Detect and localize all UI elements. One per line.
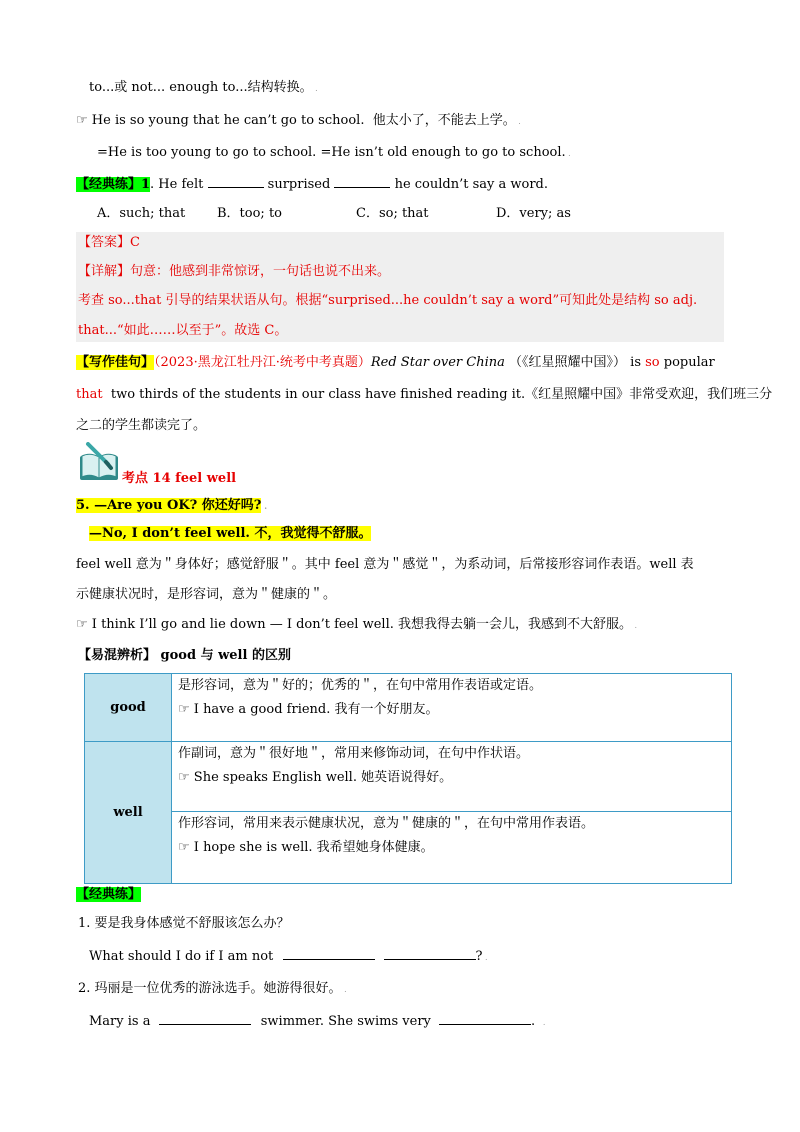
example-sentence-1-alt: =He is too young to go to school. =He isn’t old enough to go to school. . (97, 145, 571, 160)
table-cell: 是形容词，意为＂好的；优秀的＂，在句中常用作表语或定语。 ☞ I have a good friend. 我有一个好朋友。 (172, 674, 732, 742)
table-head-well: well (85, 742, 172, 884)
open-book-icon (78, 442, 120, 482)
table-cell: 作副词，意为＂很好地＂，常用来修饰动词，在句中作状语。 ☞ She speaks English well. 她英语说得好。 (172, 742, 732, 812)
answer-blank[interactable] (439, 1012, 531, 1025)
explanation-line-1: feel well 意为＂身体好；感觉舒服＂。其中 feel 意为＂感觉＂，为系动词，后常接形容词作表语。well 表 (76, 557, 694, 572)
answer-detail: 【详解】句意：他感到非常惊讶，一句话也说不出来。 (78, 264, 391, 279)
comparison-table (84, 673, 732, 884)
table-row (85, 674, 732, 742)
practice-tag: 【经典练】 (76, 887, 142, 902)
option-d: D．very; as (496, 206, 571, 221)
answer-analysis-1: 考查 so...that 引导的结果状语从句。根据“surprised...he couldn’t say a word”可知此处是结构 so adj. (78, 293, 698, 308)
answer-label: 【答案】C (78, 235, 140, 250)
table-row (85, 812, 732, 884)
answer-blank[interactable] (334, 175, 390, 188)
explanation-line-2: 示健康状况时，是形容词，意为＂健康的＂。 (76, 587, 337, 602)
exercise-1-question: 【经典练】1. He felt surprised he couldn’t say a word. (76, 177, 549, 192)
option-a: A．such; that (97, 206, 186, 221)
writing-sentence-line-2: that two thirds of the students in our class have finished reading it.《红星照耀中国》非常受欢迎，我们班三分 (76, 387, 773, 402)
intro-line: to...或 not... enough to...结构转换。 . (89, 80, 318, 95)
writing-sentence-line-1: 【写作佳句】（2023·黑龙江牡丹江·统考中考真题）Red Star over China （《红星照耀中国》） is so popular (76, 355, 715, 370)
dialog-answer: —No, I don’t feel well. 不，我觉得不舒服。 (89, 526, 372, 541)
answer-blank[interactable] (384, 947, 476, 960)
dialog-question: 5. —Are you OK? 你还好吗? . (76, 498, 267, 513)
answer-analysis-2: that...“如此……以至于”。故选 C。 (78, 323, 288, 338)
book-title: Red Star over China (370, 355, 505, 370)
writing-tag: 【写作佳句】 (76, 355, 155, 370)
option-c: C．so; that (356, 206, 429, 221)
practice-q2-zh: 2. 玛丽是一位优秀的游泳选手。她游得很好。 . (78, 981, 347, 996)
pointing-hand-icon: ☞ (76, 617, 88, 632)
pointing-hand-icon: ☞ (178, 770, 190, 785)
table-head-good: good (85, 674, 172, 742)
practice-q1-en: What should I do if I am not ? . (89, 949, 488, 964)
answer-blank[interactable] (208, 175, 264, 188)
example-sentence-1: ☞ He is so young that he can’t go to school. 他太小了，不能去上学。 . (76, 113, 521, 128)
answer-blank[interactable] (159, 1012, 251, 1025)
pointing-hand-icon: ☞ (178, 840, 190, 855)
compare-title: 【易混辨析】 good 与 well 的区别 (78, 648, 291, 663)
table-cell: 作形容词，常用来表示健康状况，意为＂健康的＂，在句中常用作表语。 ☞ I hope she is well. 我希望她身体健康。 (172, 812, 732, 884)
example-sentence-2: ☞ I think I’ll go and lie down — I don’t feel well. 我想我得去躺一会儿，我感到不大舒服。 . (76, 617, 638, 632)
table-row (85, 742, 732, 812)
practice-q1-zh: 1. 要是我身体感觉不舒服该怎么办？ (78, 916, 290, 931)
pointing-hand-icon: ☞ (178, 702, 190, 717)
exercise-tag: 【经典练】1 (76, 177, 151, 192)
writing-sentence-line-3: 之二的学生都读完了。 (76, 418, 207, 433)
practice-q2-en: Mary is a swimmer. She swims very . . (89, 1014, 546, 1029)
answer-blank[interactable] (283, 947, 375, 960)
option-b: B．too; to (217, 206, 282, 221)
pointing-hand-icon: ☞ (76, 113, 88, 128)
section-title: 考点 14 feel well (122, 471, 237, 486)
